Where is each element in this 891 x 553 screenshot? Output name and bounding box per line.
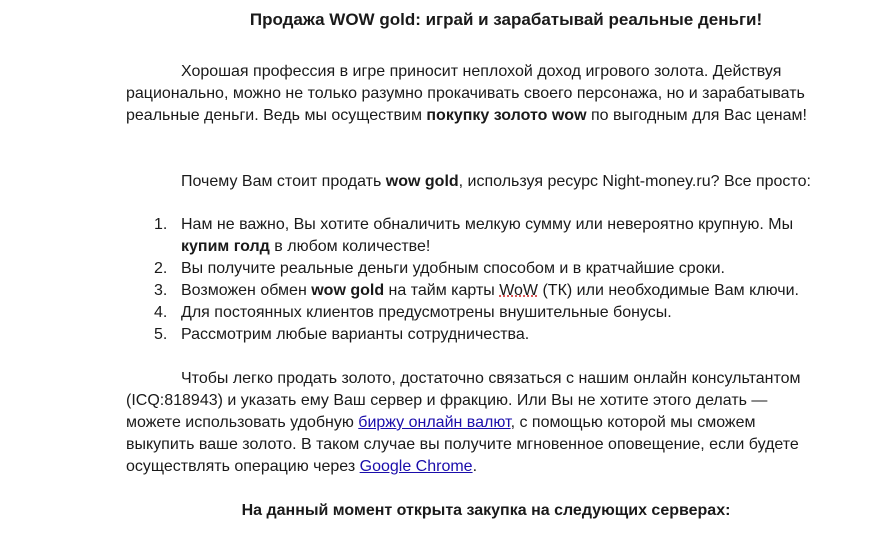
list-number: 2. bbox=[154, 260, 168, 277]
benefits-list bbox=[126, 214, 826, 346]
list-number: 5. bbox=[154, 326, 168, 343]
list-item-text: Нам не важно, Вы хотите обналичить мелкую сумму или невероятно крупную. Мы bbox=[181, 216, 794, 233]
why-paragraph bbox=[126, 171, 826, 193]
list-item-bold: wow gold bbox=[311, 282, 385, 299]
list-item bbox=[126, 324, 826, 346]
list-item bbox=[126, 302, 826, 324]
intro-text: Хорошая профессия в игре приносит неплохой доход игрового золота. Действуя рационально, можно не только разумно прокачивать своего персонажа, но и зарабатывать реальные деньги. Ведь мы осуществим bbox=[126, 63, 805, 124]
contact-text-mid: , с помощью которой мы сможем выкупить ваше золото. В таком случае вы получите мгновенное оповещение, если будете осуществлять операцию через bbox=[126, 414, 799, 475]
list-item-bold: купим голд bbox=[181, 238, 270, 255]
list-number: 4. bbox=[154, 304, 168, 321]
intro-bold-phrase: покупку золото wow bbox=[426, 107, 587, 124]
list-item-text: Вы получите реальные деньги удобным способом и в кратчайшие сроки. bbox=[181, 260, 725, 277]
list-item-text-end: (ТК) или необходимые Вам ключи. bbox=[538, 282, 799, 299]
list-item-text-mid: на тайм карты bbox=[384, 282, 500, 299]
intro-text-end: по выгодным для Вас ценам! bbox=[586, 107, 807, 124]
list-number: 3. bbox=[154, 282, 168, 299]
list-item bbox=[126, 280, 826, 302]
list-item-text: Рассмотрим любые варианты сотрудничества. bbox=[181, 326, 530, 343]
list-item bbox=[126, 258, 826, 280]
list-item-text-end: в любом количестве! bbox=[269, 238, 431, 255]
servers-heading: На данный момент открыта закупка на следующих серверах: bbox=[241, 502, 731, 519]
contact-paragraph bbox=[126, 368, 826, 478]
list-number: 1. bbox=[154, 216, 168, 233]
list-item bbox=[126, 214, 826, 258]
intro-paragraph bbox=[126, 61, 826, 127]
why-text-end: , используя ресурс Night-money.ru? Все просто: bbox=[458, 173, 811, 190]
contact-text-end: . bbox=[472, 458, 478, 475]
why-text: Почему Вам стоит продать bbox=[181, 173, 386, 190]
contact-text: Чтобы легко продать золото, достаточно связаться с нашим онлайн консультантом (ICQ:818943) и указать ему Ваш сервер и фракцию. Или Вы не хотите этого делать — можете использовать удобную bbox=[126, 370, 801, 431]
google-chrome-link[interactable]: Google Chrome bbox=[359, 458, 473, 475]
list-item-text: Возможен обмен bbox=[181, 282, 312, 299]
page-title: Продажа WOW gold: играй и зарабатывай реальные деньги! bbox=[249, 10, 763, 29]
list-item-text: Для постоянных клиентов предусмотрены внушительные бонусы. bbox=[181, 304, 672, 321]
currency-exchange-link[interactable]: биржу онлайн валют bbox=[358, 414, 511, 431]
spellcheck-word: WoW bbox=[499, 282, 539, 299]
why-bold-phrase: wow gold bbox=[385, 173, 459, 190]
